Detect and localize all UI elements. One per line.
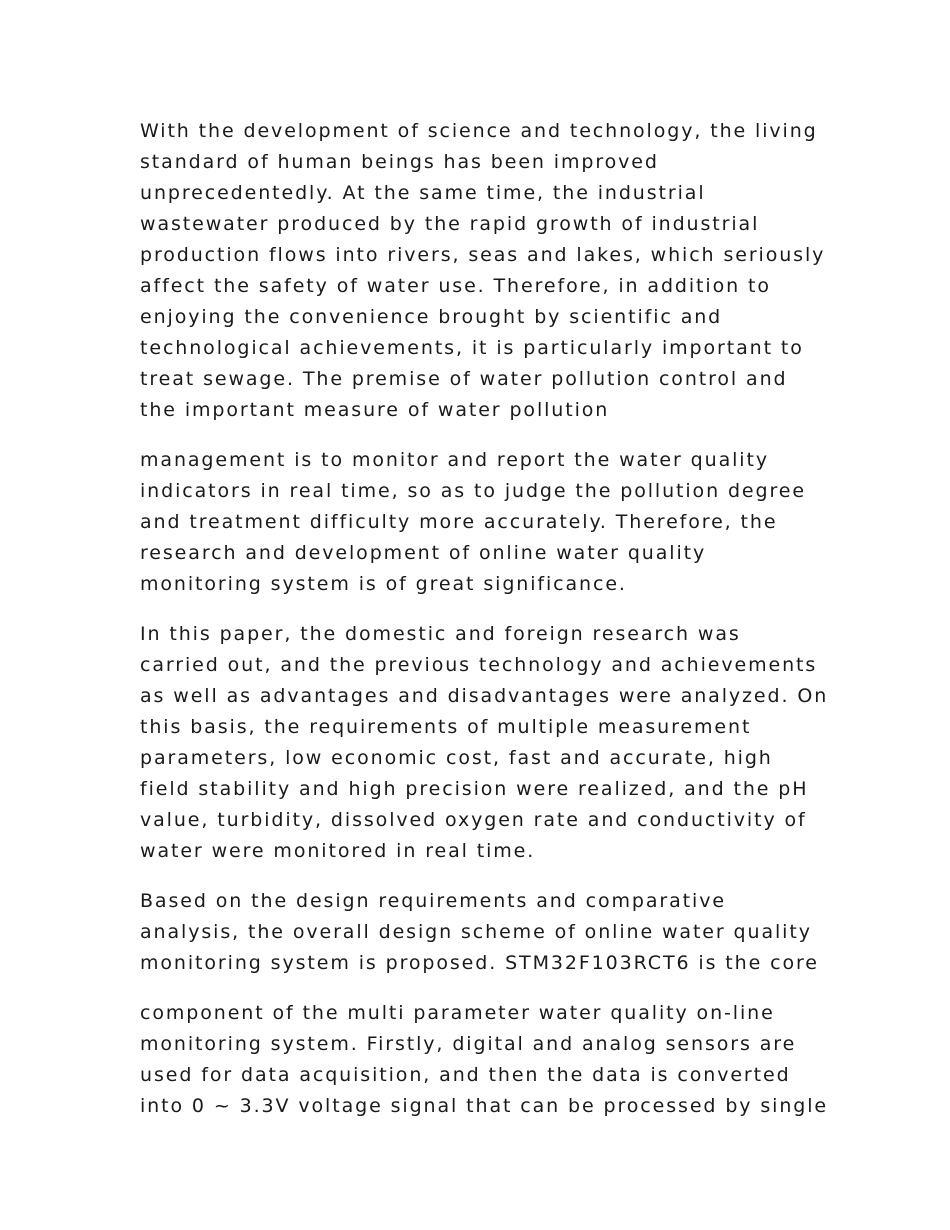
- text-line: management is to monitor and report the water quality: [140, 449, 769, 471]
- text-line: component of the multi parameter water quality on-line: [140, 1002, 775, 1024]
- text-line: In this paper, the domestic and foreign research was: [140, 623, 741, 645]
- text-line: Based on the design requirements and comparative: [140, 890, 726, 912]
- text-line: field stability and high precision were realized, and the pH: [140, 778, 809, 800]
- text-line: affect the safety of water use. Therefore, in addition to: [140, 275, 771, 297]
- text-line: the important measure of water pollution: [140, 399, 610, 421]
- text-line: research and development of online water quality: [140, 542, 707, 564]
- text-line: unprecedentedly. At the same time, the industrial: [140, 182, 706, 204]
- text-line: indicators in real time, so as to judge the pollution degree: [140, 480, 806, 502]
- text-line: monitoring system. Firstly, digital and analog sensors are: [140, 1033, 797, 1055]
- text-line: enjoying the convenience brought by scientific and: [140, 306, 723, 328]
- text-line: monitoring system is proposed. STM32F103RCT6 is the core: [140, 952, 819, 974]
- text-line: carried out, and the previous technology and achievements: [140, 654, 818, 676]
- paragraph-3: [140, 619, 830, 867]
- text-line: water were monitored in real time.: [140, 840, 536, 862]
- text-line: used for data acquisition, and then the data is converted: [140, 1064, 791, 1086]
- text-line: analysis, the overall design scheme of online water quality: [140, 921, 812, 943]
- text-line: With the development of science and technology, the living: [140, 120, 818, 142]
- text-line: standard of human beings has been improved: [140, 151, 659, 173]
- paragraph-1: [140, 116, 830, 426]
- text-line: treat sewage. The premise of water pollution control and: [140, 368, 788, 390]
- text-line: this basis, the requirements of multiple measurement: [140, 716, 752, 738]
- text-line: into 0 ~ 3.3V voltage signal that can be processed by single: [140, 1095, 829, 1117]
- paragraph-2: [140, 445, 830, 600]
- text-line: wastewater produced by the rapid growth of industrial: [140, 213, 760, 235]
- text-line: parameters, low economic cost, fast and accurate, high: [140, 747, 773, 769]
- text-line: monitoring system is of great significance.: [140, 573, 627, 595]
- paragraph-4: [140, 886, 830, 979]
- paragraph-5: [140, 998, 830, 1122]
- text-line: and treatment difficulty more accurately. Therefore, the: [140, 511, 778, 533]
- text-line: as well as advantages and disadvantages were analyzed. On: [140, 685, 829, 707]
- text-line: technological achievements, it is particularly important to: [140, 337, 804, 359]
- document-body: [140, 116, 830, 1141]
- text-line: value, turbidity, dissolved oxygen rate and conductivity of: [140, 809, 807, 831]
- text-line: production flows into rivers, seas and lakes, which seriously: [140, 244, 826, 266]
